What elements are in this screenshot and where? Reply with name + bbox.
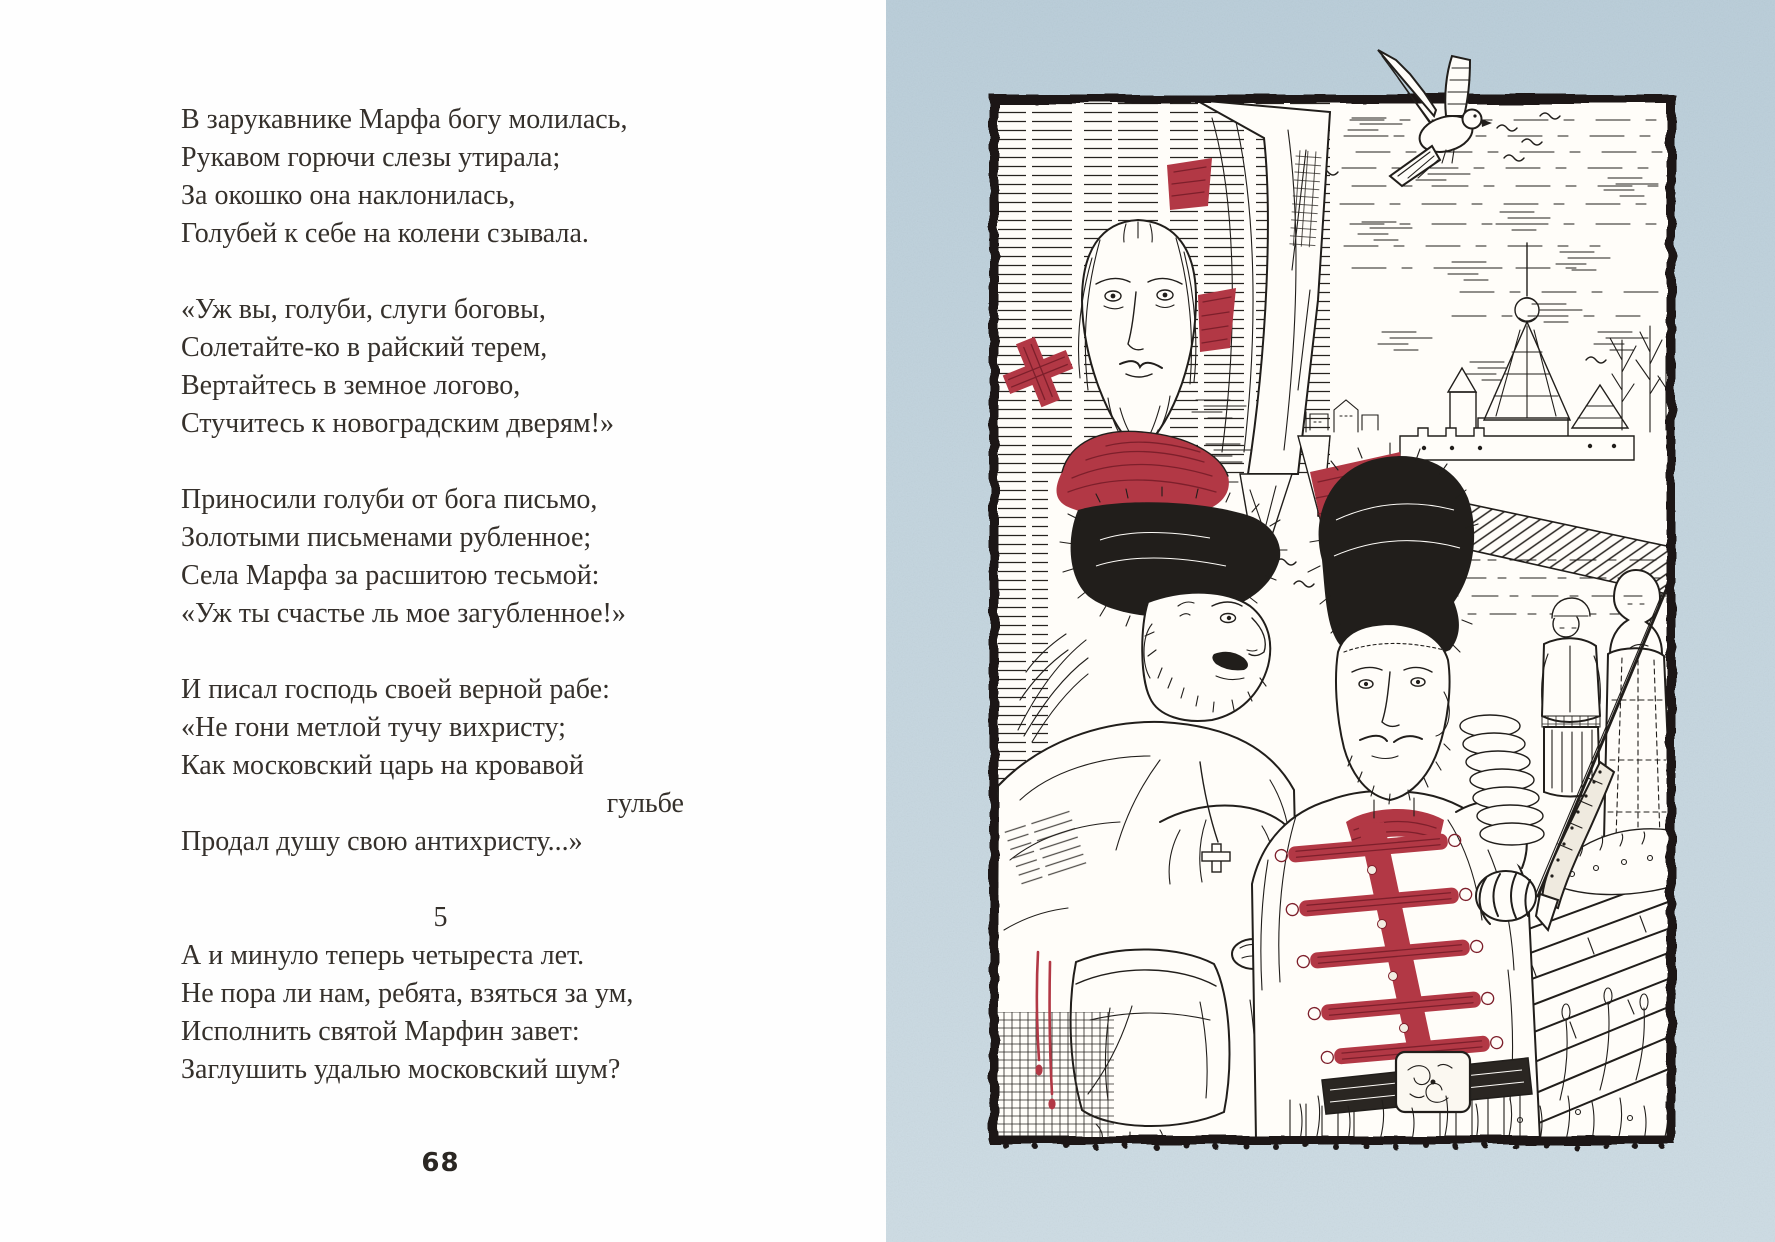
poem-line: гульбе (606, 788, 684, 819)
corner-crosshatch (996, 1012, 1114, 1140)
poem-line: И писал господь своей верной рабе: (181, 674, 610, 705)
poem-line: Вертайтесь в земное логово, (181, 370, 521, 401)
section-number: 5 (433, 902, 448, 933)
poem-line: Заглушить удалью московский шум? (181, 1054, 621, 1085)
poem-line: Как московский царь на кровавой (181, 750, 584, 781)
poem-line: Села Марфа за расшитою тесьмой: (181, 560, 600, 591)
poem-stanza (181, 481, 700, 633)
left-page (0, 0, 886, 1242)
poem-line: «Уж ты счастье ль мое загубленное!» (181, 598, 626, 629)
right-page (886, 0, 1775, 1242)
poem-line: Рукавом горючи слезы утирала; (181, 142, 561, 173)
page-number: 68 (421, 1148, 460, 1178)
poem-line: Приносили голуби от бога письмо, (181, 484, 598, 515)
poem-line: А и минуло теперь четыреста лет. (181, 940, 585, 971)
poem-stanza (181, 291, 700, 443)
poem-line: Солетайте-ко в райский терем, (181, 332, 548, 363)
poem-text (181, 101, 700, 1089)
poem-line: Исполнить святой Марфин завет: (181, 1016, 580, 1047)
book-illustration (886, 0, 1775, 1242)
poem-line: «Уж вы, голуби, слуги боговы, (181, 294, 546, 325)
poem-line: Голубей к себе на колени сзывала. (181, 218, 589, 249)
poem-line: Золотыми письменами рубленное; (181, 522, 592, 553)
poem-line: Стучитесь к новоградским дверям!» (181, 408, 614, 439)
poem-line: «Не гони метлой тучу вихристу; (181, 712, 566, 743)
poem-line: Продал душу свою антихристу...» (181, 826, 583, 857)
poem-stanza (181, 671, 700, 861)
poem-line: В зарукавнике Марфа богу молилась, (181, 104, 628, 135)
poem-stanza (181, 937, 700, 1089)
poem-line: За окошко она наклонилась, (181, 180, 516, 211)
poem-stanza (181, 101, 700, 253)
poem-line: Не пора ли нам, ребята, взяться за ум, (181, 978, 634, 1009)
